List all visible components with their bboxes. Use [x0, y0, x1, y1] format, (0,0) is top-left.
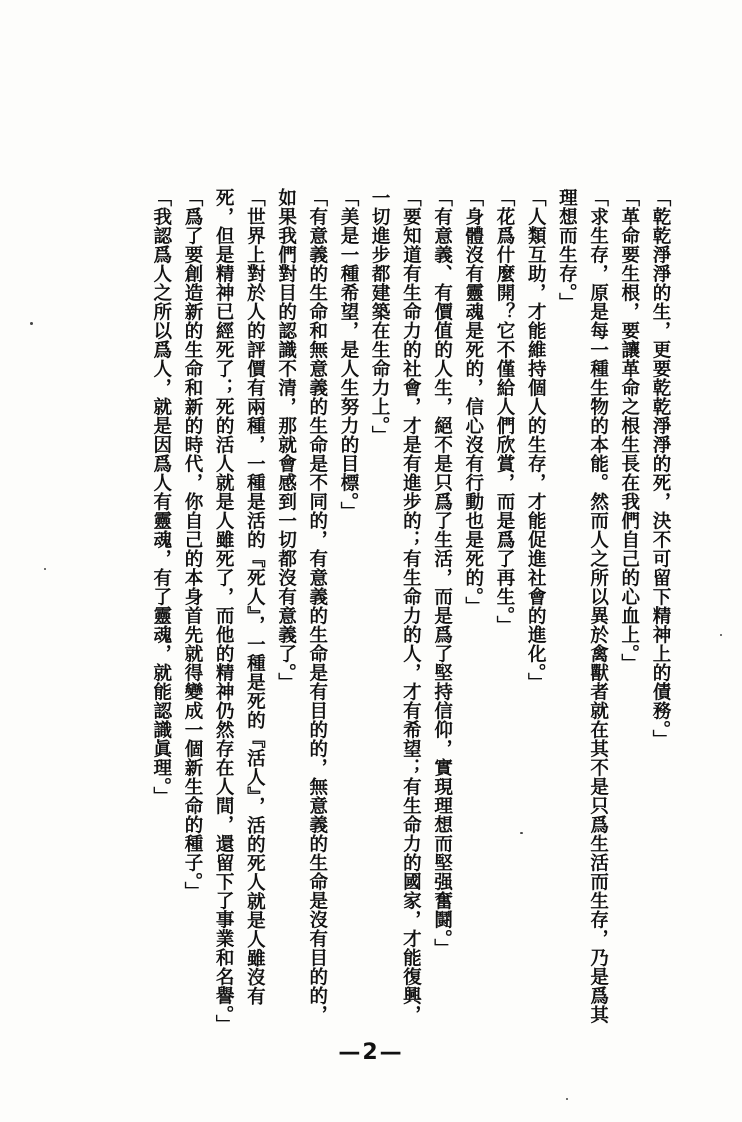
- paragraph: 「乾乾淨淨的生，更要乾乾淨淨的死，決不可留下精神上的債務。」: [650, 188, 671, 749]
- scan-speck: [720, 634, 722, 636]
- vertical-text-body: [146, 188, 676, 1034]
- paragraph: 「革命要生根，要讓革命之根生長在我們自己的心血上。」: [618, 188, 640, 673]
- paragraph: 「爲了要創造新的生命和新的時代，你自己的本身首先就得變成一個新生命的種子。」: [181, 188, 203, 901]
- paragraph: 「有意義、有價值的人生，絕不是只爲了生活，而是爲了堅持信仰，實現理想而堅强奮鬪。」: [431, 188, 453, 958]
- scan-speck: [520, 832, 523, 834]
- paragraph: 「身體沒有靈魂是死的，信心沒有行動也是死的。」: [462, 188, 484, 616]
- paragraph: 「花爲什麼開？它不僅給人們欣賞，而是爲了再生。」: [493, 188, 515, 635]
- scan-speck: [44, 568, 46, 570]
- paragraph: 「求生存，原是每一種生物的本能。然而人之所以異於禽獸者就在其不是只爲生活而生存，乃是爲其理想而生存。」: [556, 188, 609, 1024]
- paragraph: 「要知道有生命力的社會，才是有進步的；有生命力的人，才有希望；有生命力的國家，才能復興，一切進步都建築在生命力上。」: [369, 188, 422, 1024]
- paragraph: 「美是一種希望，是人生努力的目標。」: [337, 188, 359, 521]
- scan-speck: [566, 1098, 568, 1100]
- paragraph: 「有意義的生命和無意義的生命是不同的，有意義的生命是有目的的，無意義的生命是沒有目的的，如果我們對目的認識不清，那就會感到一切都沒有意義了。」: [275, 188, 328, 1024]
- paragraph: 「世界上對於人的評價有兩種，一種是活的『死人』，一種是死的『活人』，活的死人就是人雖沒有死，但是精神已經死了；死的活人就是人雖死了，而他的精神仍然存在人間，還留下了事業和名譽。」: [213, 188, 266, 1034]
- paragraph: 「我認爲人之所以爲人，就是因爲人有靈魂，有了靈魂，就能認識眞理。」: [150, 188, 172, 806]
- paragraph: 「人類互助，才能維持個人的生存，才能促進社會的進化。」: [525, 188, 547, 692]
- scan-speck: [30, 322, 33, 325]
- page-number: —2—: [338, 1040, 404, 1065]
